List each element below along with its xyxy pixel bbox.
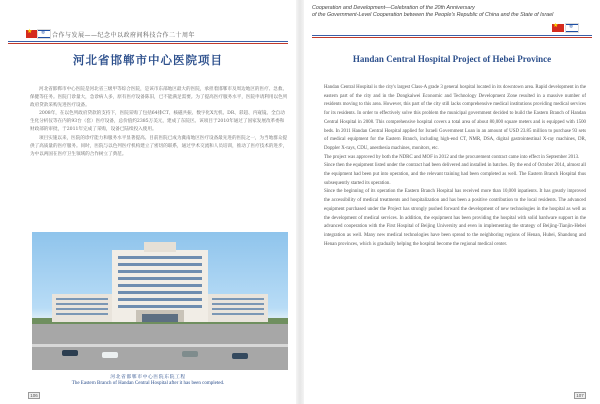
israel-flag-icon: ✡ — [566, 24, 578, 32]
right-page-body — [324, 84, 586, 249]
right-page-title: Handan Central Hospital Project of Hebei Province — [352, 54, 552, 64]
china-flag-icon: ★ — [552, 24, 564, 32]
right-page-header — [304, 0, 600, 44]
hospital-building-illustration — [32, 232, 288, 370]
right-paragraph-2: The project was approved by both the NDRC and MOF in 2012 and the procurement contract came into effect in September 2013. — [324, 154, 580, 160]
hospital-photo — [32, 232, 288, 370]
left-paragraph-2: 2008年，在以色列政府贷款的支持下，医院采购了包括64排CT、核磁共振、数字化X光机、DR、彩超、内窥镜、全自动生化分析仪等在内的93台（套）医疗设备，总价值约2385万美元，建成了东院区。该项目于2010年通过了国家发展改革委和财政部的审批，于2011年完成了采购，设备已陆续投入使用。 — [30, 111, 285, 133]
left-paragraph-1: 河北省邯郸市中心医院是河北省三级甲等综合医院，是该市东部地区最大的医院，承担着邯郸市及周边地区的医疗、急救、保健等任务。医院门诊量大，急诊病人多，原有医疗设备陈旧，已不能满足需要。为了提高医疗服务水平，医院申请利用以色列政府贷款采购先进医疗设备。 — [30, 87, 288, 109]
header-rule-blue — [8, 41, 288, 42]
israel-flag-icon: ✡ — [38, 30, 50, 38]
right-paragraph-1: Handan Central Hospital is the city's largest Class-A grade 3 general hospital located in its downtown area. Rapid development in the eastern part of the city and in the Dongkaiwei Economic and Technology Development Zone resulted in a massive number of residents moving to this area. However, this part of the city still lacks comprehensive medical institutions providing medical services for its residents. In order to effectively solve this problem the municipal government decided to build the Eastern Branch of Handan Central Hospital in 2008. This comprehensive hospital covers a total area of about 80,000 square meters and is equipped with 1500 beds. In 2011 Handan Central Hospital applied for Israeli Government Loan in an amount of USD 23.85 million to purchase 93 sets of medical equipment for the Eastern Branch, including high-end CT, NMR, DSA, digital gastrointestinal X-ray machines, DR, Doppler X-rays, CDU, anesthesia machines, monitors, etc. — [324, 85, 586, 151]
header-series-title-cn: 合作与发展——纪念中以政府间科技合作二十周年 — [52, 32, 196, 39]
header-series-line-2: of the Government-Level Cooperation between the People's Republic of China and the State of Israel — [312, 12, 554, 18]
header-rule-red — [8, 43, 288, 44]
left-page-header — [0, 0, 296, 44]
header-series-title-en — [312, 5, 553, 19]
photo-caption-cn: 河北省邯郸市中心医院东院工程 — [110, 375, 186, 380]
book-gutter — [296, 0, 304, 404]
left-page — [0, 0, 296, 404]
page-number-right: 107 — [574, 392, 586, 399]
header-rule-blue — [312, 35, 592, 36]
right-page — [304, 0, 600, 404]
photo-caption-en: The Eastern Branch of Handan Central Hospital after it has been completed. — [71, 381, 225, 386]
left-page-title: 河北省邯郸市中心医院项目 — [73, 53, 223, 67]
right-paragraph-3: Since then the equipment listed under the contract had been delivered and installed in batches. By the end of October 2014, almost all the equipment had been put into operation, and the relevant training had been completed as well. The Eastern Branch Hospital thus subsequently started its operation. — [324, 163, 586, 186]
page-number-left: 106 — [28, 392, 40, 399]
header-rule-red — [312, 37, 592, 38]
left-paragraph-3: 项目实施以来，医院的诊疗能力和服务水平显著提高。目前医院已成为冀南地区医疗设备最先进的医院之一，为当地群众提供了高质量的医疗服务。同时，医院与以色列医疗机构建立了密切的联系，通过学术交流和人员培训，推动了医疗技术的进步，为中以两国在医疗卫生领域的合作树立了典范。 — [30, 135, 288, 157]
header-series-line-1: Cooperation and Development—Celebration of the 20th Anniversary — [312, 5, 475, 11]
china-flag-icon: ★ — [26, 30, 38, 38]
right-paragraph-4: Since the beginning of its operation the Eastern Branch Hospital has received more than 10,000 inpatients. It has greatly improved the accessibility of medical treatments and hospitalization and has been a positive contribution to the local residents. The advanced equipment purchased under the Project has strongly pushed forward the development of new technologies in the hospital as well as the development of medical services. In addition, the equipment has been providing the hospital with solid hardware support in the advanced cooperation with the First Hospital of Beijing University and even in implementing the strategy of Beijing-Tianjin-Hebei integration as well. Many new medical technologies have been spread to the neighboring regions of Henan, Hubei, Shandong and Henan provinces, which is gradually helping the hospital become the regional medical center. — [324, 189, 586, 247]
left-page-body — [30, 86, 288, 159]
